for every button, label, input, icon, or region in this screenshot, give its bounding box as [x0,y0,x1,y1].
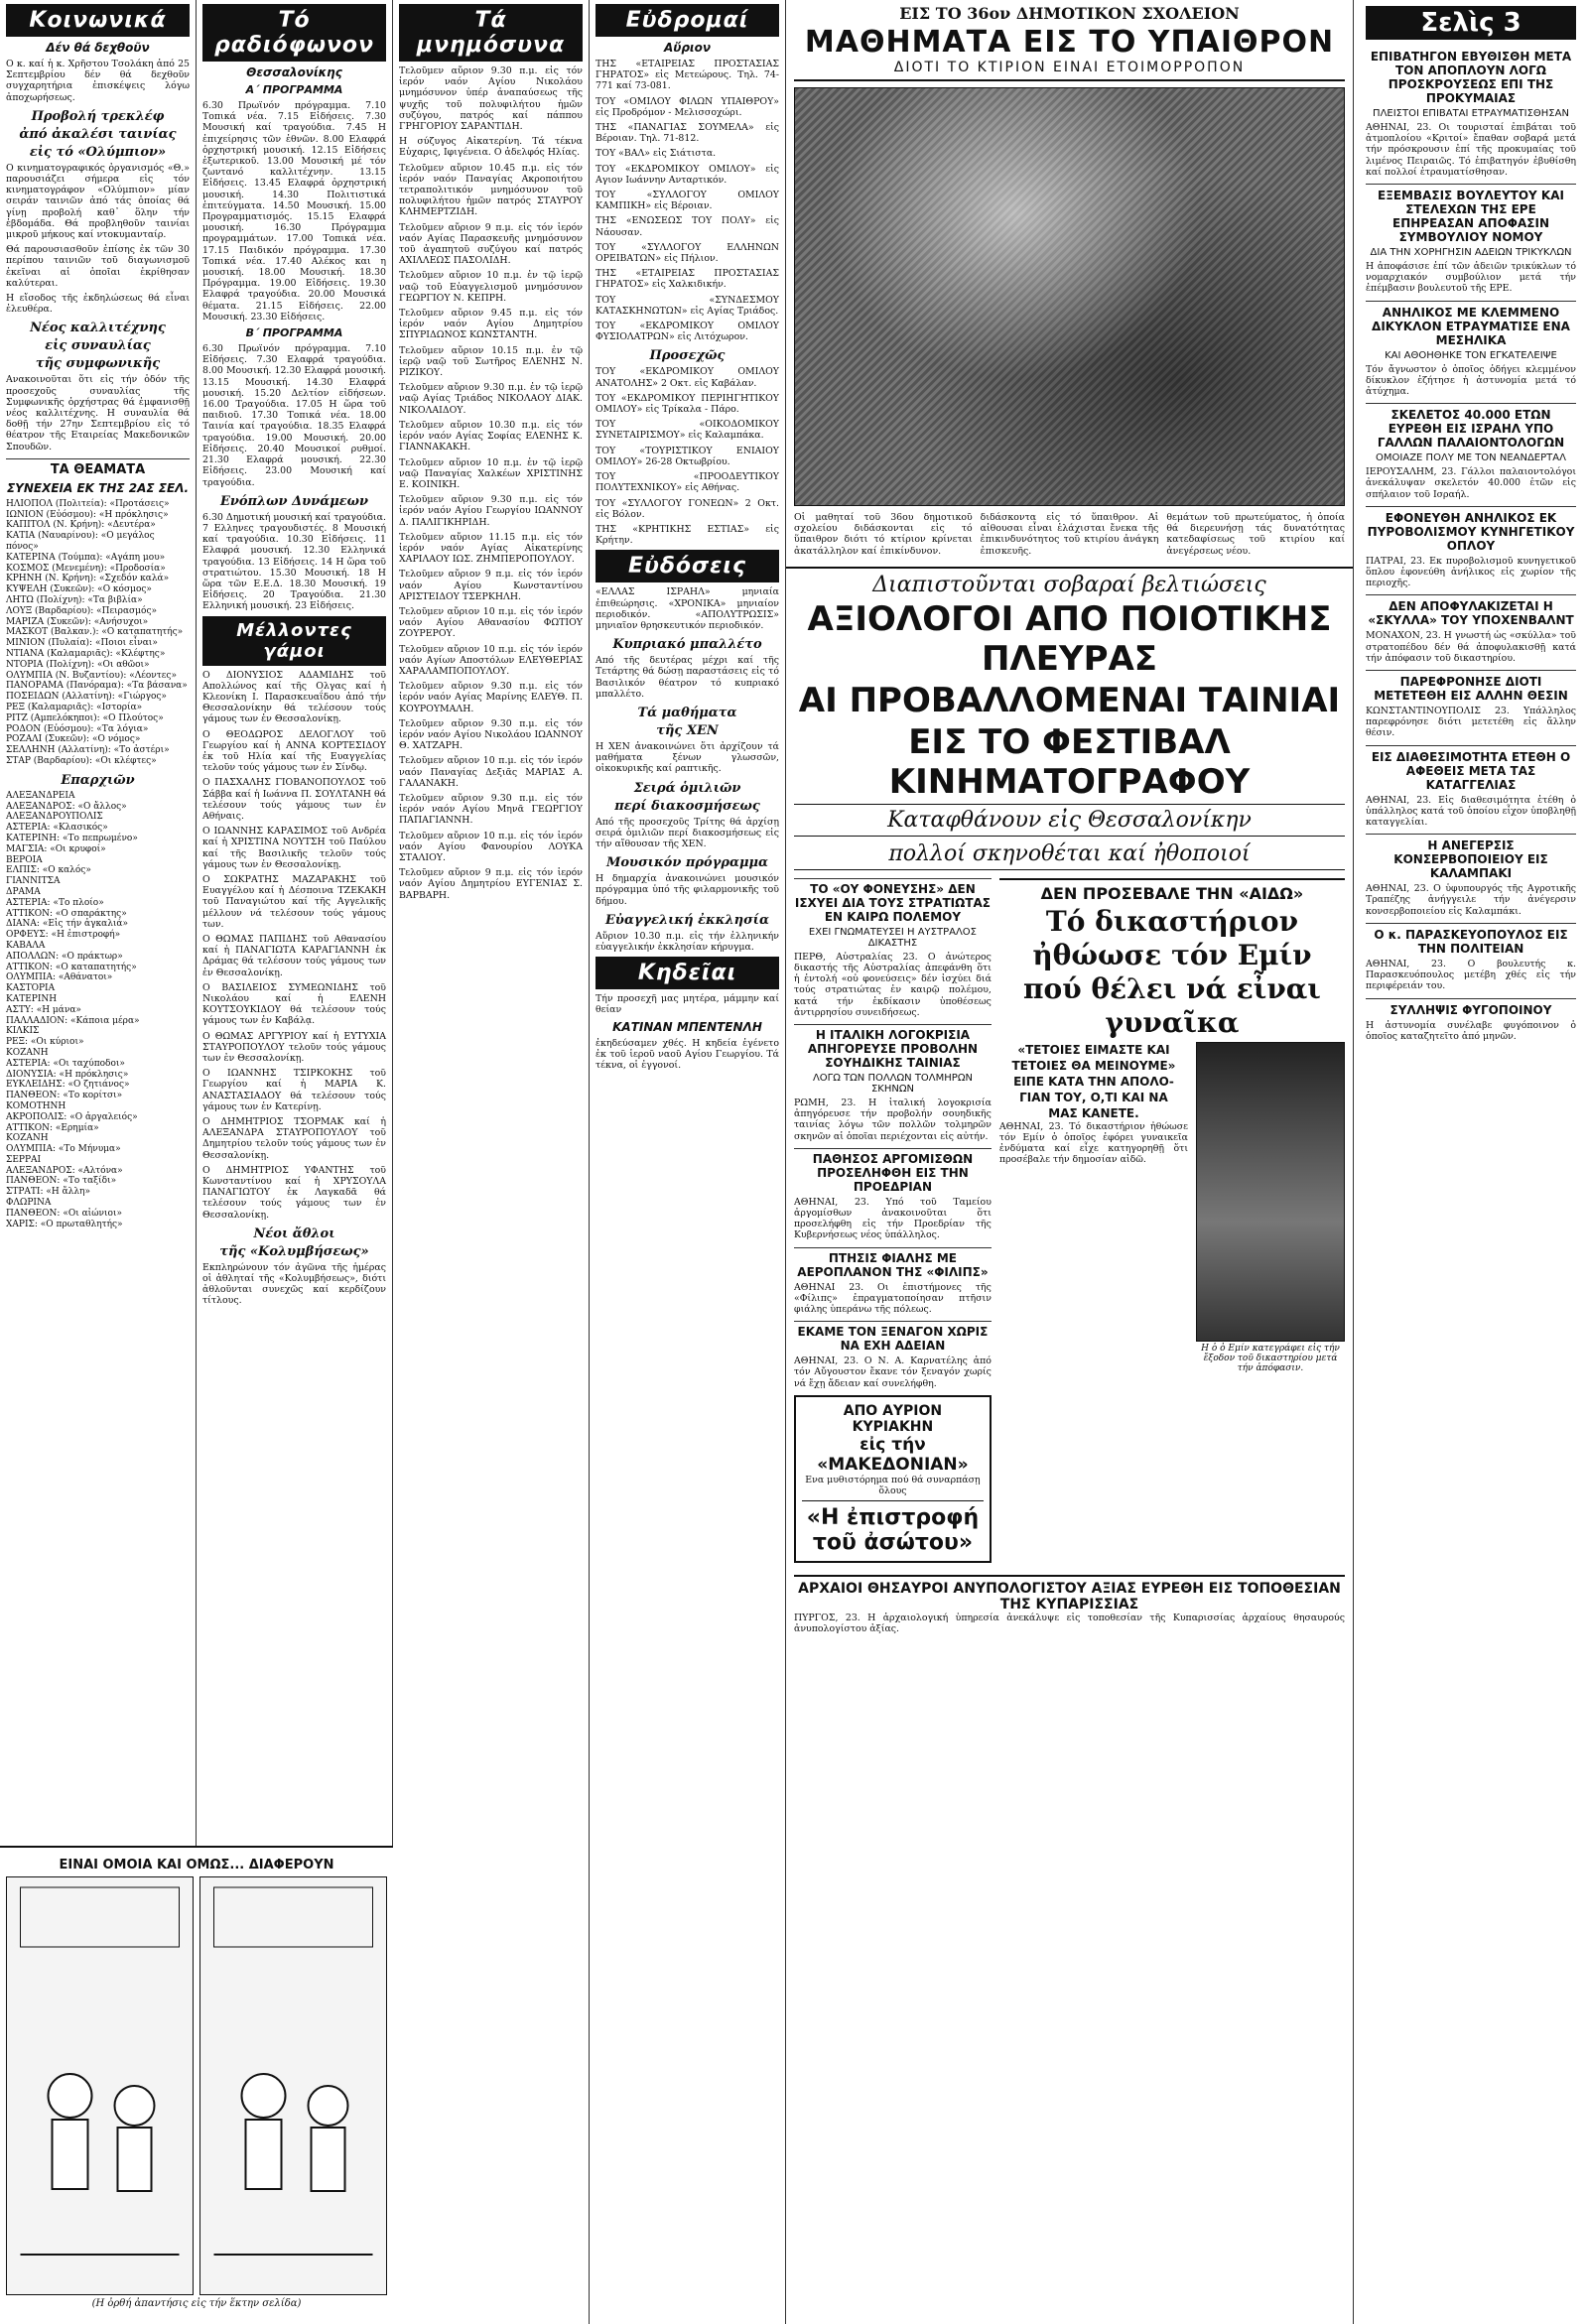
trip-notice: ΤΟΥ «ΣΥΛΛΟΓΟΥ ΕΛΛΗΝΩΝ ΟΡΕΙΒΑΤΩΝ» εἰς Πήλιον. [596,241,779,265]
theatre-listing: ΠΟΣΕΙΔΩΝ (Αλλατίνη): «Γιώργος» [6,692,167,703]
music-head: Μουσικόν πρόγραμμα [605,855,768,871]
memorial-notice: Τελοῦμεν αὔριον 11.15 π.μ. εἰς τόν ἱερόν ναόν Αγίας Αἰκατερίνης ΧΑΡΙΛΑΟΥ ΙΩΣ. ΖΗΜΠΕΡΟΠΟΥΛΟΥ. [399,531,583,566]
province-listing: ΡΕΞ: «Οι κύριοι» [6,1037,84,1048]
swimming-sub: τῆς «Κολυμβήσεως» [219,1243,369,1259]
transfer-headline: ΠΑΡΕΦΡΟΝΗΣΕ ΔΙΟΤΙ ΜΕΤΕΤΕΘΗ ΕΙΣ ΑΛΛΗΝ ΘΕΣΙΝ [1366,670,1576,703]
treasure-text: ΠΥΡΓΟΣ, 23. Η ἀρχαιολογική ὑπηρεσία ἀνεκάλυψε εἰς τοποθεσίαν τῆς Κυπαρισσίας ἀρχαίους θησαυρούς ἀνυπολογίστου ἀξίας. [794,1613,1345,1635]
wedding-notice: Ο ΣΩΚΡΑΤΗΣ ΜΑΖΑΡΑΚΗΣ τοῦ Ευαγγέλου καί ἡ Δέσποινα ΤΖΕΚΑΚΗ τοῦ Παναγιώτου καί τῆς Αγγελικῆς μέλλουν νά τελέσουν τούς γάμους των. [202,873,386,930]
funeral-intro: Τήν προσεχῆ μας μητέρα, μάμμην καί θείαν [596,993,779,1016]
memorial-notice: Τελοῦμεν αὔριον 9.30 π.μ. ἐν τῷ ἱερῷ ναῷ Αγίας Τριάδος ΝΙΚΟΛΑΟΥ ΔΙΑΚ. ΝΙΚΟΛΑΙΔΟΥ. [399,382,583,416]
xen-sub: τῆς ΧΕΝ [656,722,719,738]
province-listing: ΑΣΤΕΡΙΑ: «Κλασικός» [6,823,108,834]
trip-notice: ΤΟΥ «ΟΜΙΛΟΥ ΦΙΛΩΝ ΥΠΑΙΘΡΟΥ» εἰς Προδρόμον - Μελισσοχώρι. [596,95,779,118]
memorial-notice: Τελοῦμεν αὔριον 10.30 π.μ. εἰς τόν ἱερόν ναόν Αγίας Σοφίας ΕΛΕΝΗΣ Κ. ΓΙΑΝΝΑΚΑΚΗ. [399,419,583,453]
province-listing: ΚΙΛΚΙΣ [6,1026,40,1037]
quote-line-5: ΜΑΣ ΚΑΝΕΤΕ. [1048,1105,1139,1120]
program-a-text: 6.30 Πρωϊνόν πρόγραμμα. 7.10 Τοπικά νέα. 7.15 Εἰδήσεις. 7.30 Μουσική καί τραγούδια. 7.45 Η ἐπιχείρησις τῶν ἐθνῶν. 8.00 Ελαφρά ὀρχηστρική μουσική. 12.15 Εἰδήσεις ἐξωτερικοῦ. 13.00 Μουσική μέ τόν ζωντανό καλλιτέχνην. 13.15 Εἰδήσεις. 13.45 Ελαφρά ὀρχηστρική μουσική. 14.30 Πολιτιστικά ἐπιτεύγματα. 14.50 Μουσική. 15.00 Προγραμματισμός. 15.15 Ελαφρά μουσική. 16.30 Πρόγραμμα προγραμμάτων. 17.00 Τοπικά νέα. 17.15 Παιδικόν πρόγραμμα. 17.30 Τοπικά νέα. 17.40 Αλέκος και η μουσική. 18.00 Μουσική. 18.30 Πρόγραμμα. 19.00 Εἰδήσεις. 19.30 Ελαφρά τραγούδια. 20.00 Μουσικά θέματα. 21.15 Εἰδήσεις. 22.00 Μουσική. 23.30 Εἰδήσεις. [202,100,386,323]
theatre-listing: ΛΗΤΩ (Πολίχνη): «Τα βιβλία» [6,595,143,606]
talks-text: Από τῆς προσεχοῦς Τρίτης θά ἀρχίσῃ σειρά ὁμιλιῶν περί διακοσμήσεως εἰς τήν αἴθουσαν τῆς ΧΕΝ. [596,816,779,849]
skeleton-text: ΙΕΡΟΥΣΑΛΗΜ, 23. Γάλλοι παλαιοντολόγοι ἀνεκάλυψαν σκελετόν 40.000 ἐτῶν εἰς σπήλαιον τοῦ Ισραήλ. [1366,466,1576,500]
weddings-header: Μέλλοντες γάμοι [202,616,386,666]
province-listing: ΧΑΡΙΣ: «Ο πρωταθλητής» [6,1219,123,1229]
quote-line-4: ΓΙΑΝ ΤΟΥ, Ο,ΤΙ ΚΑΙ ΝΑ [1019,1090,1168,1104]
radio-header: Τό ραδιόφωνον [202,4,386,62]
memorial-notice: Τελοῦμεν αὔριον 10 π.μ. εἰς τόν ἱερόν ναόν Αγίου Αθανασίου ΦΩΤΙΟΥ ΖΟΥΡΕΡΟΥ. [399,605,583,640]
province-listing: ΓΙΑΝΝΙΤΣΑ [6,876,61,887]
skeleton-headline: ΣΚΕΛΕΤΟΣ 40.000 ΕΤΩΝ ΕΥΡΕΘΗ ΕΙΣ ΙΣΡΑΗΛ ΥΠΟ ΓΑΛΛΩΝ ΠΑΛΑΙΟΝΤΟΛΟΓΩΝ [1366,403,1576,450]
theatre-listing: ΟΛΥΜΠΙΑ (Ν. Βυζαντίου): «Λέοντες» [6,670,177,681]
employee-text: ΑΘΗΝΑΙ, 23. Υπό τοῦ Ταμείου ἀργομίσθων ἀνακοινοῦται ὅτι προσελήφθη εἰς τήν Προεδρίαν τῆς Κυβερνήσεως νέος ὑπάλληλος. [794,1196,992,1241]
skylla-headline: ΔΕΝ ΑΠΟΦΥΛΑΚΙΖΕΤΑΙ Η «ΣΚΥΛΛΑ» ΤΟΥ ΥΠΟΧΕΝΒΑΛΝΤ [1366,594,1576,627]
lower-left [794,872,992,1569]
funerals-header: Κηδεῖαι [596,957,779,989]
program-b-text: 6.30 Πρωϊνόν πρόγραμμα. 7.10 Εἰδήσεις. 7.30 Ελαφρά τραγούδια. 8.00 Μουσική. 12.30 Ελαφρά μουσική. 13.15 Μουσική. 14.30 Ελαφρά μουσική. 15.20 Δελτίον εἰδήσεων. 16.00 Τραγούδια. 17.05 Η ὥρα τοῦ παιδιοῦ. 17.30 Τοπικά νέα. 18.00 Ταινία καί τραγούδια. 18.35 Ελαφρά τραγούδια. 19.00 Μουσική. 20.00 Εἰδήσεις. 20.40 Μουσικοί ρυθμοί. 21.30 Ελαφρά μουσική. 22.30 Εἰδήσεις. 23.00 Μουσική καί τραγούδια. [202,343,386,488]
treasure-story [786,1575,1353,1634]
cartoon-panel-left [6,1876,194,2295]
province-listing: ΑΤΤΙΚΟΝ: «Ο σπαράκτης» [6,908,127,919]
ship-sub: ΠΛΕΙΣΤΟΙ ΕΠΙΒΑΤΑΙ ΕΤΡΑΥΜΑΤΙΣΘΗΣΑΝ [1373,108,1569,119]
memorial-notice: Τελοῦμεν αὔριον 9.30 π.μ. εἰς τόν ἱερόν ναόν Αγίου Νικολάου ΙΩΑΝΝΟΥ Θ. ΧΑΤΖΑΡΗ. [399,717,583,752]
theatres-head: ΤΑ ΘΕΑΜΑΤΑ [6,458,190,477]
province-listing: ΕΛΠΙΣ: «Ο καλός» [6,865,91,876]
emin-photo [1196,1042,1345,1342]
emin-quote [999,1042,1188,1121]
emin-text: ΑΘΗΝΑΙ, 23. Τό δικαστήριον ἠθώωσε τόν Εμίν ὁ ὁποῖος ἐφόρει γυναικεῖα ἐνδύματα καί εἶχε κατηγορηθῇ ὅτι προσέβαλε τήν δημοσίαν αἰδῶ. [998,1120,1188,1166]
school-caption-3: θεμάτων τοῦ πρωτεύματος, ἡ ὁποία θά διερευνήσῃ τάς δυνατότητας κατεδαφίσεως τοῦ κτιρίου καί ἀνεγέρσεως νέου. [1166,512,1346,557]
theatre-listing: ΚΑΤΕΡΙΝΑ (Τούμπα): «Αγάπη μου» [6,552,166,563]
promo-title: «Η ἐπιστροφή τοῦ ἀσώτου» [802,1500,984,1555]
artist-head-2: εἰς συναυλίας [45,338,151,354]
theatre-listing: ΜΑΣΚΟΤ (Βαλκαν.): «Ο καταπατητής» [6,627,184,638]
province-listing: ΑΛΕΞΑΝΔΡΟΥΠΟΛΙΣ [6,812,103,823]
wedding-notice: Ο ΙΩΑΝΝΗΣ ΤΣΙΡΚΟΚΗΣ τοῦ Γεωργίου καί ἡ ΜΑΡΙΑ Κ. ΑΝΑΣΤΑΣΙΑΔΟΥ θά τελέσουν τούς γάμους των ἐν Κατερίνῃ. [202,1068,386,1112]
cartoon-panel-right [199,1876,387,2295]
memorial-notice: Τελοῦμεν αὔριον 9.30 π.μ. εἰς τόν ἱερόν ναόν Αγίας Μαρίνης ΕΛΕΥΘ. Π. ΚΟΥΡΟΥΜΑΛΗ. [399,681,583,714]
province-listing: ΔΡΑΜΑ [6,886,41,897]
theatre-listing: ΚΡΗΝΗ (Ν. Κρήνη): «Σχεδόν καλά» [6,574,170,584]
armed-forces-head: Ενόπλων Δυνάμεων [219,493,369,509]
memorial-notice: Τελοῦμεν αὔριον 9 π.μ. εἰς τόν ἱερόν ναόν Αγίου Κωνσταντίνου ΑΡΙΣΤΕΙΔΟΥ ΤΣΕΡΚΗΛΗ. [399,569,583,602]
wedding-notice: Ο ΙΩΑΝΝΗΣ ΚΑΡΑΣΙΜΟΣ τοῦ Ανδρέα καί ἡ ΧΡΙΣΤΙΝΑ ΝΟΥΤΣΗ τοῦ Παύλου καί τῆς Βασιλικῆς τελοῦν τούς γάμους των ἐν Θεσσαλονίκῃ. [202,826,386,870]
artist-head-3: τῆς συμφωνικῆς [35,356,161,372]
treasure-headline: ΑΡΧΑΙΟΙ ΘΗΣΑΥΡΟΙ ΑΝΥΠΟΛΟΓΙΣΤΟΥ ΑΞΙΑΣ ΕΥΡΕΘΗ ΕΙΣ ΤΟΠΟΘΕΣΙΑΝ ΤΗΣ ΚΥΠΑΡΙΣΣΙΑΣ [794,1575,1345,1613]
memorial-notice: Τελοῦμεν αὔριον 9.45 π.μ. εἰς τόν ἱερόν ναόν Αγίου Δημητρίου ΣΠΥΡΙΔΩΝΟΣ ΚΩΝΣΤΑΝΤΗ. [399,308,583,341]
province-listing: ΑΛΕΞΑΝΔΡΟΣ: «Ο ἄλλος» [6,801,127,812]
screening-head-2: ἀπό ἀκαλέσι ταινίας [19,126,177,142]
lower-right [999,872,1345,1569]
swimming-text: Εκπληρώνουν τόν ἀγῶνα τῆς ἡμέρας οἱ ἀθληταί τῆς «Κολυμβήσεως», διότι ἀθλοῦνται συνεχῶς καί κερδίζουν τίτλους. [202,1261,386,1307]
bottle-headline: ΠΤΗΣΙΣ ΦΙΑΛΗΣ ΜΕ ΑΕΡΟΠΛΑΝΟΝ ΤΗΣ «ΦΙΛΙΠΣ» [794,1247,992,1279]
cannery-headline: Η ΑΝΕΓΕΡΣΙΣ ΚΟΝΣΕΡΒΟΠΟΙΕΙΟΥ ΕΙΣ ΚΑΛΑΜΠΑΚΙ [1366,834,1576,880]
talks-sub: περί διακοσμήσεως [614,798,760,814]
upcoming-notice: ΤΟΥ «ΕΚΔΡΟΜΙΚΟΥ ΠΕΡΙΗΓΗΤΙΚΟΥ ΟΜΙΛΟΥ» εἰς Τρίκαλα - Πάρο. [596,392,779,416]
festival-headline-2: ΑΙ ΠΡΟΒΑΛΛΟΜΕΝΑΙ ΤΑΙΝΙΑΙ [798,680,1341,720]
quote-line-2: ΤΕΤΟΙΕΣ ΘΑ ΜΕΙΝΟΥΜΕ» [1011,1058,1176,1073]
province-listing: ΑΛΕΞΑΝΔΡΕΙΑ [6,790,75,801]
suspension-text: ΑΘΗΝΑΙ, 23. Εἰς διαθεσιμότητα ἐτέθη ὁ ὑπάλληλος κατά τοῦ ὁποίου εἶχον ὑποβληθῇ καταγγελίαι. [1366,794,1576,829]
upcoming-head: Προσεχῶς [649,348,726,364]
ship-text: ΑΘΗΝΑΙ, 23. Οι τουρισταί ἐπιβάται τοῦ ἀτμοπλοίου «Κριτοί» ἔπαθαν σοβαρά μετά τήν πρόσκρουσιν ἐπί τῆς προκυμαίας τοῦ λιμένος Πειραιῶς. Τό ἐπιβατηγόν ἐβυθίσθη καί πολλοί ἐτραυματίσθησαν. [1366,122,1576,178]
province-listing: ΚΟΖΑΝΗ [6,1047,49,1058]
school-deck: ΔΙΟΤΙ ΤΟ ΚΤΙΡΙΟΝ ΕΙΝΑΙ ΕΤΟΙΜΟΡΡΟΠΟΝ [794,60,1345,81]
ship-headline: ΕΠΙΒΑΤΗΓΟΝ ΕΒΥΘΙΣΘΗ ΜΕΤΑ ΤΟΝ ΑΠΟΠΛΟΥΝ ΛΟΓΩ ΠΡΟΣΚΡΟΥΣΕΩΣ ΕΠΙ ΤΗΣ ΠΡΟΚΥΜΑΙΑΣ [1370,50,1572,105]
quote-line-3: ΕΙΠΕ ΚΑΤΑ ΤΗΝ ΑΠΟΛΟ- [1013,1074,1174,1089]
festival-headline-1: ΑΞΙΟΛΟΓΟΙ ΑΠΟ ΠΟΙΟΤΙΚΗΣ ΠΛΕΥΡΑΣ [807,598,1332,679]
provinces-list [6,791,190,1230]
music-text: Η δημαρχία ἀνακοινώνει μουσικόν πρόγραμμα ὑπό τῆς φιλαρμονικῆς τοῦ δήμου. [596,873,779,907]
mp-text: Η ἀποφάσισε ἐπί τῶν ἀδειῶν τρικύκλων τό νομαρχιακόν συμβούλιον μετά τήν ἐπέμβασιν βουλευτοῦ τῆς ΕΡΕ. [1366,261,1576,295]
hunting-headline: ΕΦΟΝΕΥΘΗ ΑΝΗΛΙΚΟΣ ΕΚ ΠΥΡΟΒΟΛΙΣΜΟΥ ΚΥΝΗΓΕΤΙΚΟΥ ΟΠΛΟΥ [1366,506,1576,553]
province-listing: ΠΑΝΘΕΟΝ: «Οι αἰώνιοι» [6,1208,122,1219]
ballet-text: Από τῆς δευτέρας μέχρι καί τῆς Τετάρτης θά δώσῃ παραστάσεις εἰς τό Βασιλικόν θέατρον τό κυπριακό μπαλλέτο. [596,655,779,700]
cartoon-block [0,1846,393,2324]
province-listing: ΚΑΒΑΛΑ [6,940,46,951]
lower-section [786,872,1353,1569]
memorial-notice: Τελοῦμεν αὔριον 9.30 π.μ. εἰς τόν ἱερόν ναόν Αγίου Γεωργίου ΙΩΑΝΝΟΥ Δ. ΠΑΛΙΓΙΚΗΡΙΔΗ. [399,494,583,528]
cartoon-caption: (Η ὀρθή ἀπαντήσις εἰς τήν ἕκτην σελίδα) [91,2298,302,2309]
theatres-list [6,499,190,767]
emin-kicker: ΔΕΝ ΠΡΟΣΕΒΑΛΕ ΤΗΝ «ΑΙΔΩ» [999,878,1345,903]
theatre-listing: ΡΟΖΑΛΙ (Συκεῶν): «Ο νόμος» [6,734,141,745]
theatre-listing: ΡΕΞ (Καλαμαριᾶς): «Ιστορία» [6,703,143,713]
upcoming-list [596,366,779,546]
school-kicker: ΕΙΣ ΤΟ 36ον ΔΗΜΟΤΙΚΟΝ ΣΧΟΛΕΙΟΝ [899,4,1240,23]
social-header: Κοινωνικά [6,4,190,37]
bike-sub: ΚΑΙ ΑΘΟΗΘΗΚΕ ΤΟΝ ΕΓΚΑΤΕΛΕΙΨΕ [1385,349,1557,361]
theatre-listing: ΡΟΔΟΝ (Εὐόσμου): «Τα λόγια» [6,723,149,734]
memorial-notice: Τελοῦμεν αὔριον 10.45 π.μ. εἰς τόν ἱερόν ναόν Παναγίας Ακροποιήτου τετραπολιτικόν μνημόσυνον τοῦ πολυφιλήτου ἡμῶν πατρός ΣΤΑΥΡΟΥ ΚΛΗΜΕΡΤΖΙΔΗ. [399,162,583,218]
artist-body: Ανακοινοῦται ὅτι εἰς τήν ὁδόν τῆς προσεχοῦς συναυλίας τῆς Συμφωνικῆς ὀρχήστρας θά ἐμφανισθῇ νέος καλλιτέχνης. Η συναυλία θά δοθῇ τήν 27ην Σεπτεμβρίου εἰς τό θέατρον τῆς Εταιρείας Μακεδονικῶν Σπουδῶν. [6,374,190,452]
wedding-notice: Ο ΔΗΜΗΤΡΙΟΣ ΤΣΟΡΜΑΚ καί ἡ ΑΛΕΞΑΝΔΡΑ ΣΤΑΥΡΟΠΟΥΛΟΥ τοῦ Δημητρίου τελοῦν τούς γάμους των ἐν Θεσσαλονίκῃ. [202,1116,386,1161]
emin-body [999,1042,1345,1373]
province-listing: ΦΛΩΡΙΝΑ [6,1198,52,1209]
censor-headline: Η ΙΤΑΛΙΚΗ ΛΟΓΟΚΡΙΣΙΑ ΑΠΗΓΟΡΕΥΣΕ ΠΡΟΒΟΛΗΝ ΣΟΥΗΔΙΚΗΣ ΤΑΙΝΙΑΣ [794,1024,992,1070]
guide-headline: ΕΚΑΜΕ ΤΟΝ ΞΕΝΑΓΟΝ ΧΩΡΙΣ ΝΑ ΕΧΗ ΑΔΕΙΑΝ [794,1321,992,1353]
theatre-listing: ΚΟΣΜΟΣ (Μενεμένη): «Προδοσία» [6,563,166,574]
serial-promo [794,1395,992,1563]
mp-visit-headline: Ο κ. ΠΑΡΑΣΚΕΥΟΠΟΥΛΟΣ ΕΙΣ ΤΗΝ ΠΟΛΙΤΕΙΑΝ [1366,923,1576,956]
main-stories [786,0,1354,2324]
school-photo [794,87,1345,506]
kill-text: ΠΕΡΘ, Αὐστραλίας 23. Ο ἀνώτερος δικαστής τῆς Αὐστραλίας ἀπεφάνθη ὅτι ἡ ἐντολή «οὐ φονεύσεις» δέν ἰσχύει διά τούς στρατιώτας ἐν καιρῷ πολέμου, κατά τήν ἐκδίκασιν ὑποθέσεως ἀντιρρησίου συνειδήσεως. [794,951,992,1018]
province-listing: ΚΑΤΕΡΙΝΗ [6,993,58,1004]
wedding-notice: Ο ΘΩΜΑΣ ΑΡΓΥΡΙΟΥ καί ἡ ΕΥΤΥΧΙΑ ΣΤΑΥΡΟΠΟΥΛΟΥ τελοῦν τούς γάμους των ἐν Θεσσαλονίκῃ. [202,1030,386,1065]
screening-head-3: εἰς τό «Ολύμπιον» [29,144,167,160]
screening-head-1: Προβολή τρεκλέφ [31,108,165,124]
province-listing: ΠΑΛΛΑΔΙΟΝ: «Κάποια μέρα» [6,1015,140,1026]
theatre-listing: ΡΙΤΖ (Αμπελόκηποι): «Ο Πλούτος» [6,712,164,723]
radio-station: Θεσσαλονίκης [246,65,342,79]
upcoming-notice: ΤΟΥ «ΕΚΔΡΟΜΙΚΟΥ ΟΜΙΛΟΥ ΑΝΑΤΟΛΗΣ» 2 Οκτ. εἰς Καβάλαν. [596,366,779,389]
mp-sub: ΔΙΑ ΤΗΝ ΧΟΡΗΓΗΣΙΝ ΑΔΕΙΩΝ ΤΡΙΚΥΚΛΩΝ [1370,247,1572,259]
church-text: Αὔριον 10.30 π.μ. εἰς τήν ἑλληνικήν εὐαγγελικήν ἐκκλησίαν κήρυγμα. [596,930,779,953]
transfer-text: ΚΩΝΣΤΑΝΤΙΝΟΥΠΟΛΙΣ 23. Υπάλληλος παρεφρόνησε διότι μετετέθη εἰς ἄλλην θέσιν. [1366,706,1576,739]
memorial-notice: Τελοῦμεν αὔριον 9 π.μ. εἰς τόν ἱερόν ναόν Αγίου Δημητρίου ΕΥΓΕΝΙΑΣ Σ. ΒΑΡΒΑΡΗ. [399,867,583,901]
province-listing: ΑΚΡΟΠΟΛΙΣ: «Ο ἀργαλειός» [6,1111,138,1122]
trip-notice: ΤΟΥ «ΣΥΝΔΕΣΜΟΥ ΚΑΤΑΣΚΗΝΩΤΩΝ» εἰς Αγίας Τριάδος. [596,294,779,317]
cartoon-drawing-left [7,1877,193,2294]
trip-notice: ΤΗΣ «ΕΤΑΙΡΕΙΑΣ ΠΡΟΣΤΑΣΙΑΣ ΓΗΡΑΤΟΣ» εἰς Χαλκιδικήν. [596,268,779,291]
bike-headline: ΑΝΗΛΙΚΟΣ ΜΕ ΚΛΕΜΜΕΝΟ ΔΙΚΥΚΛΟΝ ΕΤΡΑΥΜΑΤΙΣΕ ΕΝΑ ΜΕΣΗΛΙΚΑ [1366,301,1576,347]
province-listing: ΕΥΚΛΕΙΔΗΣ: «Ο ζητιάνος» [6,1080,130,1091]
quote-line-1: «ΤΕΤΟΙΕΣ ΕΙΜΑΣΤΕ ΚΑΙ [1017,1042,1170,1057]
memorials-list [399,65,583,901]
theatre-listing: ΜΑΡΙΖΑ (Συκεῶν): «Ανήσυχοι» [6,616,149,627]
theatre-listing: ΚΑΤΙΑ (Ναυαρίνου): «Ο μεγάλος πόνος» [6,531,155,553]
cartoon-drawing-right [200,1877,386,2294]
trip-notice: ΤΗΣ «ΠΑΝΑΓΙΑΣ ΣΟΥΜΕΛΑ» εἰς Βέροιαν. Τηλ. 71-812. [596,122,779,145]
upcoming-notice: ΤΗΣ «ΚΡΗΤΙΚΗΣ ΕΣΤΙΑΣ» εἰς Κρήτην. [596,523,779,547]
wedding-notice: Ο ΘΕΟΔΩΡΟΣ ΔΕΛΟΓΛΟΥ τοῦ Γεωργίου καί ἡ ΑΝΝΑ ΚΟΡΤΕΣΙΔΟΥ ἐκ τοῦ Ηλία καί τῆς Ευαγγελίας τελοῦν τούς γάμους των ἐν Σίνδῳ. [202,728,386,774]
kill-headline: ΤΟ «ΟΥ ΦΟΝΕΥΣΗΣ» ΔΕΝ ΙΣΧΥΕΙ ΔΙΑ ΤΟΥΣ ΣΤΡΑΤΙΩΤΑΣ ΕΝ ΚΑΙΡΩ ΠΟΛΕΜΟΥ [794,878,992,924]
province-listing: ΟΛΥΜΠΙΑ: «Αθάνατοι» [6,972,113,983]
memorial-notice: Τελοῦμεν αὔριον 10 π.μ. εἰς τόν ἱερόν ναόν Αγίων Αποστόλων ΕΛΕΥΘΕΡΙΑΣ ΧΑΡΑΛΑΜΠΟΠΟΥΛΟΥ. [399,643,583,677]
theatre-listing: ΚΥΨΕΛΗ (Συκεῶν): «Ο κόσμος» [6,584,152,595]
province-listing: ΚΟΜΟΤΗΝΗ [6,1100,66,1111]
theatre-listing: ΛΟΥΞ (Βαρδαρίου): «Πειρασμός» [6,605,157,616]
festival-deck-2: πολλοί σκηνοθέται καί ἠθοποιοί [794,839,1345,870]
province-listing: ΟΡΦΕΥΣ: «Η ἐπιστροφή» [6,930,121,941]
screening-body-2: Θά παρουσιασθοῦν ἐπίσης ἐκ τῶν 30 περίπου ταινιῶν τοῦ διαγωνισμοῦ ἐκεῖναι αἱ ὁποῖαι ἐκρίθησαν καλύτεραι. [6,244,190,289]
province-listing: ΒΕΡΟΙΑ [6,854,43,865]
theatre-listing: ΣΤΑΡ (Βαρδαρίου): «Οι κλέφτες» [6,756,157,766]
arrest-text: Η ἀστυνομία συνέλαβε φυγόποινον ὁ ὁποῖος καταζητεῖτο ἀπό μηνῶν. [1366,1019,1576,1042]
province-listing: ΚΟΖΑΝΗ [6,1133,49,1144]
theatre-listing: ΗΛΙΟΠΟΛ (Πολιτεία): «Προτάσεις» [6,498,170,509]
province-listing: ΑΤΤΙΚΟΝ: «Ο καταπατητής» [6,962,137,972]
mp-headline: ΕΞΕΜΒΑΣΙΣ ΒΟΥΛΕΥΤΟΥ ΚΑΙ ΣΤΕΛΕΧΩΝ ΤΗΣ ΕΡΕ ΕΠΗΡΕΑΣΑΝ ΑΠΟΦΑΣΙΝ ΣΥΜΒΟΥΛΙΟΥ ΝΟΜΟΥ [1366,184,1576,244]
festival-kicker: Διαπιστοῦνται σοβαραί βελτιώσεις [786,567,1353,597]
trip-notice: ΤΟΥ «ΕΚΔΡΟΜΙΚΟΥ ΟΜΙΛΟΥ ΦΥΣΙΟΛΑΤΡΩΝ» εἰς Λιτόχωρον. [596,321,779,343]
memorial-notice: Η σύζυγος Αἰκατερίνη. Τά τέκνα Εὐχαρις, Ιφιγένεια. Ο ἀδελφός Ηλίας. [399,136,583,159]
arrest-headline: ΣΥΛΛΗΨΙΣ ΦΥΓΟΠΟΙΝΟΥ [1366,998,1576,1017]
excursions-sub: Αὔριον [663,41,712,55]
page-number: Σελὶς 3 [1366,6,1576,40]
province-listing: ΣΤΡΑΤΙ: «Η ἄλλη» [6,1187,90,1198]
column-excursions [590,0,786,2324]
theatre-listing: ΠΑΝΟΡΑΜΑ (Πανόραμα): «Τα βάσανα» [6,681,188,692]
school-headline: ΜΑΘΗΜΑΤΑ ΕΙΣ ΤΟ ΥΠΑΙΘΡΟΝ [804,25,1335,60]
memorial-notice: Τελοῦμεν αὔριον 10 π.μ. εἰς τόν ἱερόν ναόν Παναγίας Δεξιᾶς ΜΑΡΙΑΣ Α. ΓΑΛΑΝΑΚΗ. [399,755,583,789]
hunting-text: ΠΑΤΡΑΙ, 23. Εκ πυροβολισμοῦ κυνηγετικοῦ ὅπλου ἐφονεύθη ἀνήλικος εἰς χωρίον τῆς περιοχῆς. [1366,555,1576,589]
province-listing: ΚΑΣΤΟΡΙΑ [6,983,56,994]
skylla-text: ΜΟΝΑΧΟΝ, 23. Η γνωστή ὡς «σκύλλα» τοῦ στρατοπέδου δέν θά ἀποφυλακισθῇ κατά τήν ἀπόφασιν τοῦ δικαστηρίου. [1366,630,1576,664]
wedding-notice: Ο ΔΙΟΝΥΣΙΟΣ ΑΔΑΜΙΔΗΣ τοῦ Απολλώνος καί τῆς Ολγας καί ἡ Κλεονίκη Ι. Παρασκευαΐδου ἀπό τήν Θεσσαλονίκην θά τελέσουν τούς γάμους των ἐν Θεσσαλονίκῃ. [202,669,386,725]
employee-headline: ΠΑΘΗΣΟΣ ΑΡΓΟΜΙΣΘΩΝ ΠΡΟΣΕΛΗΦΘΗ ΕΙΣ ΤΗΝ ΠΡΟΕΔΡΙΑΝ [794,1148,992,1194]
school-captions [786,512,1353,561]
province-listing: ΚΑΤΕΡΙΝΗ: «Το πεπρωμένο» [6,833,138,843]
memorial-notice: Τελοῦμεν αὔριον 10 π.μ. εἰς τόν ἱερόν ναόν Αγίου Φανουρίου ΛΟΥΚΑ ΣΤΑΛΙΟΥ. [399,830,583,863]
province-listing: ΑΣΤΕΡΙΑ: «Οι ταχύποδοι» [6,1058,125,1069]
program-a-title: Α΄ ΠΡΟΓΡΑΜΜΑ [245,83,343,96]
memorials-header: Τά μνημόσυνα [399,4,583,62]
trip-notice: ΤΗΣ «ΕΝΩΣΕΩΣ ΤΟΥ ΠΟΛΥ» εἰς Νάουσαν. [596,215,779,238]
kill-sub: ΕΧΕΙ ΓΝΩΜΑΤΕΥΣΕΙ Η ΑΥΣΤΡΑΛΟΣ ΔΙΚΑΣΤΗΣ [808,926,977,949]
xen-head: Τά μαθήματα [637,705,737,720]
emin-headline: Τό δικαστήριον ἠθώωσε τόν Εμίν πού θέλει νά εἶναι γυναῖκα [1023,904,1321,1039]
trip-notice: ΤΟΥ «ΣΥΛΛΟΓΟΥ ΟΜΙΛΟΥ ΚΑΜΠΙΚΗ» εἰς Βέροιαν. [596,190,779,212]
upcoming-notice: ΤΟΥ «ΤΟΥΡΙΣΤΙΚΟΥ ΕΝΙΑΙΟΥ ΟΜΙΛΟΥ» 26-28 Οκτωβρίου. [596,445,779,467]
ballet-head: Κυπριακό μπαλλέτο [612,637,762,653]
bottle-text: ΑΘΗΝΑΙ 23. Οι ἐπιστήμονες τῆς «Φίλιπς» ἐπραγματοποίησαν πτῆσιν φιάλης ὑπεράνω τῆς πόλεως. [794,1281,992,1316]
emin-photo-caption: Η ὁ ὁ Εμίν κατεγράφει εἰς τήν ἔξοδον τοῦ δικαστηρίου μετά τήν ἀπόφασιν. [1201,1343,1340,1373]
festival-deck-1: Καταφθάνουν εἰς Θεσσαλονίκην [794,804,1345,837]
artist-head-1: Νέος καλλιτέχνης [30,321,166,336]
column-news [1354,0,1588,2324]
social-subheader: Δέν θά δεχθοῦν [46,41,150,55]
province-listing: ΑΣΤΕΡΙΑ: «Το πλοίο» [6,897,104,908]
school-caption-1: Οἱ μαθηταί τοῦ 36ου δημοτικοῦ σχολείου διδάσκονται εἰς τό ὕπαιθρον διότι τό κτίριον κρίνεται ἀκατάλληλον καί ἐπικίνδυνον. [794,512,973,557]
theatre-listing: ΚΑΠΙΤΟΛ (Ν. Κρήνη): «Δευτέρα» [6,520,156,531]
upcoming-notice: ΤΟΥ «ΠΡΟΟΔΕΥΤΙΚΟΥ ΠΟΛΥΤΕΧΝΙΚΟΥ» εἰς Αθήνας. [596,471,779,494]
province-listing: ΟΛΥΜΠΙΑ: «Το Μήνυμα» [6,1144,121,1155]
province-listing: ΑΛΕΞΑΝΔΡΟΣ: «Αλτόνα» [6,1165,123,1176]
province-listing: ΑΠΟΛΛΩΝ: «Ο πράκτωρ» [6,951,123,962]
church-head: Εὐαγγελική ἐκκλησία [605,912,769,928]
province-listing: ΠΑΝΘΕΟΝ: «Το ταξίδι» [6,1176,117,1187]
talks-head: Σειρά ὁμιλιῶν [633,780,741,796]
publications-header: Εὐδόσεις [596,550,779,582]
excursions-header: Εὐδρομαί [596,4,779,37]
swimming-head: Νέοι ἄθλοι [253,1226,335,1241]
bike-text: Τόν ἄγνωστον ὁ ὁποῖος ὁδήγει κλεμμένον δίκυκλον ἐζήτησε ἡ ἀστυνομία μετά τό ἀτύχημα. [1366,363,1576,398]
school-caption-2: διδάσκοντα εἰς τό ὕπαιθρον. Αἱ αἰθουσαι εἶναι ἐλάχισται ἔνεκα τῆς ἐπικινδυνότητος τοῦ κτιρίου ἀνάγκη ἐπισκευῆς. [980,512,1159,557]
province-listing: ΑΤΤΙΚΟΝ: «Ερημία» [6,1122,99,1133]
upcoming-notice: ΤΟΥ «ΟΙΚΟΔΟΜΙΚΟΥ ΣΥΝΕΤΑΙΡΙΣΜΟΥ» εἰς Καλαμπάκα. [596,419,779,442]
funeral-text: ἐκηδεύσαμεν χθές. Η κηδεία ἐγένετο ἐκ τοῦ ἱεροῦ ναοῦ Αγίου Γεωργίου. Τά τέκνα, οἱ ἐγγονοί. [596,1037,779,1071]
theatre-listing: ΝΤΙΑΝΑ (Καλαμαριᾶς): «Κλέφτης» [6,649,166,660]
publications-text: «ΕΛΛΑΣ ΙΣΡΑΗΛ» μηνιαία ἐπιθεώρησις. «ΧΡΟΝΙΚΑ» μηνιαίον περιοδικόν. «ΑΠΟΛΥΤΡΩΣΙΣ» μηνιαῖον θρησκευτικόν περιοδικόν. [596,586,779,631]
memorial-notice: Τελοῦμεν αὔριον 10.15 π.μ. ἐν τῷ ἱερῷ ναῷ τοῦ Σωτῆρος ΕΛΕΝΗΣ Ν. ΡΙΖΙΚΟΥ. [399,344,583,379]
wedding-notice: Ο ΘΩΜΑΣ ΠΑΠΙΔΗΣ τοῦ Αθανασίου καί ἡ ΠΑΝΑΓΙΩΤΑ ΚΑΡΑΓΙΑΝΝΗ ἐκ Δράμας θά τελέσουν τούς γάμους των ἐν Θεσσαλονίκῃ. [202,934,386,978]
theatres-sub: ΣΥΝΕΧΕΙΑ ΕΚ ΤΗΣ 2ΑΣ ΣΕΛ. [6,480,190,495]
skeleton-sub: ΟΜΟΙΑΖΕ ΠΟΛΥ ΜΕ ΤΟΝ ΝΕΑΝΔΕΡΤΑΛ [1376,452,1566,464]
province-listing: ΠΑΝΘΕΟΝ: «Το κορίτσι» [6,1091,123,1101]
province-listing: ΑΣΤΥ: «Η μάνα» [6,1004,81,1015]
wedding-notice: Ο ΒΑΣΙΛΕΙΟΣ ΣΥΜΕΩΝΙΔΗΣ τοῦ Νικολάου καί ἡ ΕΛΕΝΗ ΚΟΥΤΣΟΥΚΙΔΟΥ θά τελέσουν τούς γάμους των ἐν Καβάλᾳ. [202,981,386,1027]
column-memorials [393,0,590,2324]
cannery-text: ΑΘΗΝΑΙ, 23. Ο ὑφυπουργός τῆς Αγροτικῆς Τραπέζης ἀνήγγειλε τήν ἀνέγερσιν κονσερβοποιείου εἰς Καλαμπάκι. [1366,883,1576,917]
province-listing: ΣΕΡΡΑΙ [6,1154,42,1165]
trips-list [596,59,779,342]
screening-body-3: Η εἴσοδος τῆς ἐκδηλώσεως θά εἶναι ἐλευθέρα. [6,293,190,316]
program-b-title: Β΄ ΠΡΟΓΡΑΜΜΑ [245,326,343,340]
province-listing: ΔΙΑΝΑ: «Εἰς τήν ἀγκαλιά» [6,919,129,930]
memorial-notice: Τελοῦμεν αὔριον 9 π.μ. εἰς τόν ἱερόν ναόν Αγίας Παρασκευῆς μνημόσυνον τοῦ ἀγαπητοῦ συζύγου καί πατρός ΑΧΙΛΛΕΩΣ ΠΑΣΟΛΙΔΗ. [399,221,583,267]
wedding-notice: Ο ΔΗΜΗΤΡΙΟΣ ΥΦΑΝΤΗΣ τοῦ Κωνσταντίνου καί ἡ ΧΡΥΣΟΥΛΑ ΠΑΝΑΓΙΩΤΟΥ ἐκ Λαγκαδᾶ θά τελέσουν τούς γάμους των ἐν Θεσσαλονίκῃ. [202,1164,386,1221]
promo-line-1: ΑΠΟ ΑΥΡΙΟΝ ΚΥΡΙΑΚΗΝ [843,1402,943,1435]
memorial-notice: Τελοῦμεν αὔριον 10 π.μ. ἐν τῷ ἱερῷ ναῷ Παναγίας Χαλκέων ΧΡΙΣΤΙΝΗΣ Ε. ΚΟΙΝΙΚΗ. [399,456,583,490]
armed-forces-text: 6.30 Δημοτική μουσική καί τραγούδια. 7 Ελληνες τραγουδιστές. 8 Μουσική καί τραγούδια. 10.30 Εἰδήσεις. 11 Ελαφρά μουσική. 12.30 Ελληνικά τραγούδια. 13 Εἰδήσεις. 14 Η ὥρα τοῦ στρατιώτου. 15.30 Μουσική. 18 Η ὥρα τῶν Ε.Ε.Δ. 18.30 Μουσική. 19 Εἰδήσεις. 20 Τραγούδια. 21.30 Ελληνική μουσική. 23 Εἰδήσεις. [202,511,386,612]
memorial-notice: Τελοῦμεν αὔριον 9.30 π.μ. εἰς τόν ἱερόν ναόν Αγίου Νικολάου μνημόσυνον ὑπέρ ἀναπαύσεως τῆς ψυχῆς τοῦ πολυφιλήτου ἡμῶν συζύγου, πατρός καί πάππου ΓΡΗΓΟΡΙΟΥ ΣΑΡΑΝΤΙΔΗ. [399,65,583,133]
mp-visit-text: ΑΘΗΝΑΙ, 23. Ο βουλευτής κ. Παρασκευόπουλος μετέβη χθές εἰς τήν περιφέρειάν του. [1366,958,1576,992]
suspension-headline: ΕΙΣ ΔΙΑΘΕΣΙΜΟΤΗΤΑ ΕΤΕΘΗ Ο ΑΦΕΘΕΙΣ ΜΕΤΑ ΤΑΣ ΚΑΤΑΓΓΕΛΙΑΣ [1366,745,1576,792]
trip-notice: ΤΟΥ «ΒΑΛ» εἰς Σιάτιστα. [596,148,717,160]
promo-line-2: εἰς τήν «ΜΑΚΕΔΟΝΙΑΝ» [817,1434,969,1475]
censor-sub: ΛΟΓΩ ΤΩΝ ΠΟΛΛΩΝ ΤΟΛΜΗΡΩΝ ΣΚΗΝΩΝ [812,1073,973,1096]
province-listing: ΔΙΟΝΥΣΙΑ: «Η πρόκλησις» [6,1069,129,1080]
xen-text: Η ΧΕΝ ἀνακοινώνει ὅτι ἀρχίζουν τά μαθήματα ξένων γλωσσῶν, οἰκοκυρικῆς καί ραπτικῆς. [596,740,779,775]
theatre-listing: ΝΤΟΡΙΑ (Πολίχνη): «Οι αθῶοι» [6,659,150,670]
memorial-notice: Τελοῦμεν αὔριον 9.30 π.μ. εἰς τόν ἱερόν ναόν Αγίου Μηνᾶ ΓΕΩΡΓΙΟΥ ΠΑΠΑΓΙΑΝΝΗ. [399,792,583,827]
theatre-listing: ΜΙΝΙΟΝ (Πυλαία): «Ποιοι εἶναι» [6,638,158,649]
province-listing: ΜΑΓΣΙΑ: «Οι κρυφοί» [6,843,106,854]
screening-body-1: Ο κινηματογραφικός ὀργανισμός «Θ.» παρουσιάζει σήμερα εἰς τόν κινηματογράφον «Ολύμπιον» μίαν σειράν ταινιῶν ἀπό τάς ὁποίας θά γίνῃ προβολή καθ᾽ ὅλην τήν ἑβδομάδα. Θά προβληθοῦν ταινίαι μικροῦ μήκους καί ντοκυμανταίρ. [6,162,190,241]
festival-headline-3: ΕΙΣ ΤΟ ΦΕΣΤΙΒΑΛ ΚΙΝΗΜΑΤΟΓΡΑΦΟΥ [888,721,1251,802]
guide-text: ΑΘΗΝΑΙ, 23. Ο Ν. Α. Καρνατέλης ἀπό τόν Αὔγουστον ἔκανε τόν ξεναγόν χωρίς νά ἔχῃ ἄδειαν καί συνελήφθη. [794,1356,992,1389]
trip-notice: ΤΗΣ «ΕΤΑΙΡΕΙΑΣ ΠΡΟΣΤΑΣΙΑΣ ΓΗΡΑΤΟΣ» εἰς Μετεώρους. Τηλ. 74-771 καί 73-081. [596,59,779,92]
funeral-name: ΚΑΤΙΝΑΝ ΜΠΕΝΤΕΝΛΗ [612,1019,762,1034]
wedding-notice: Ο ΠΑΣΧΑΛΗΣ ΓΙΟΒΑΝΟΠΟΥΛΟΣ τοῦ Σάββα καί ἡ Ιωάννα Π. ΣΟΥΛΤΑΝΗ θά τελέσουν τούς γάμους των ἐν Αθήναις. [202,777,386,822]
theatre-listing: ΙΩΝΙΟΝ (Εὐόσμου): «Η πρόκλησις» [6,509,169,520]
social-intro: Ο κ. καί ἡ κ. Χρῆστου Τσολάκη ἀπό 25 Σεπτεμβρίου δέν θά δεχθοῦν συγχαρητήρια ἐπισκέψεις λόγω ἀποχωρήσεως. [6,59,190,103]
memorial-notice: Τελοῦμεν αὔριον 10 π.μ. ἐν τῷ ἱερῷ ναῷ τοῦ Εὐαγγελισμοῦ μνημόσυνον ΓΕΩΡΓΙΟΥ Ν. ΚΕΠΡΗ. [399,270,583,304]
cartoon-title: ΕΙΝΑΙ ΟΜΟΙΑ ΚΑΙ ΟΜΩΣ... ΔΙΑΦΕΡΟΥΝ [59,1858,334,1872]
upcoming-notice: ΤΟΥ «ΣΥΛΛΟΓΟΥ ΓΟΝΕΩΝ» 2 Οκτ. εἰς Βόλον. [596,497,779,520]
promo-text: Ενα μυθιστόρημα πού θά συναρπάσῃ ὅλους [805,1474,981,1497]
weddings-list [202,670,386,1221]
provinces-head: Επαρχιῶν [61,772,135,788]
trip-notice: ΤΟΥ «ΕΚΔΡΟΜΙΚΟΥ ΟΜΙΛΟΥ» εἰς Αγιον Ιωάννην Ανταρτικόν. [596,163,779,186]
theatre-listing: ΣΕΛΛΗΝΗ (Αλλατίνη): «Το ἀστέρι» [6,745,170,756]
censor-text: ΡΩΜΗ, 23. Η ἰταλική λογοκρισία ἀπηγόρευσε τήν προβολήν σουηδικῆς ταινίας λόγω τῶν πολλῶν τολμηρῶν σκηνῶν αἱ ὁποῖαι περιέχονται εἰς αὐτήν. [794,1097,992,1142]
